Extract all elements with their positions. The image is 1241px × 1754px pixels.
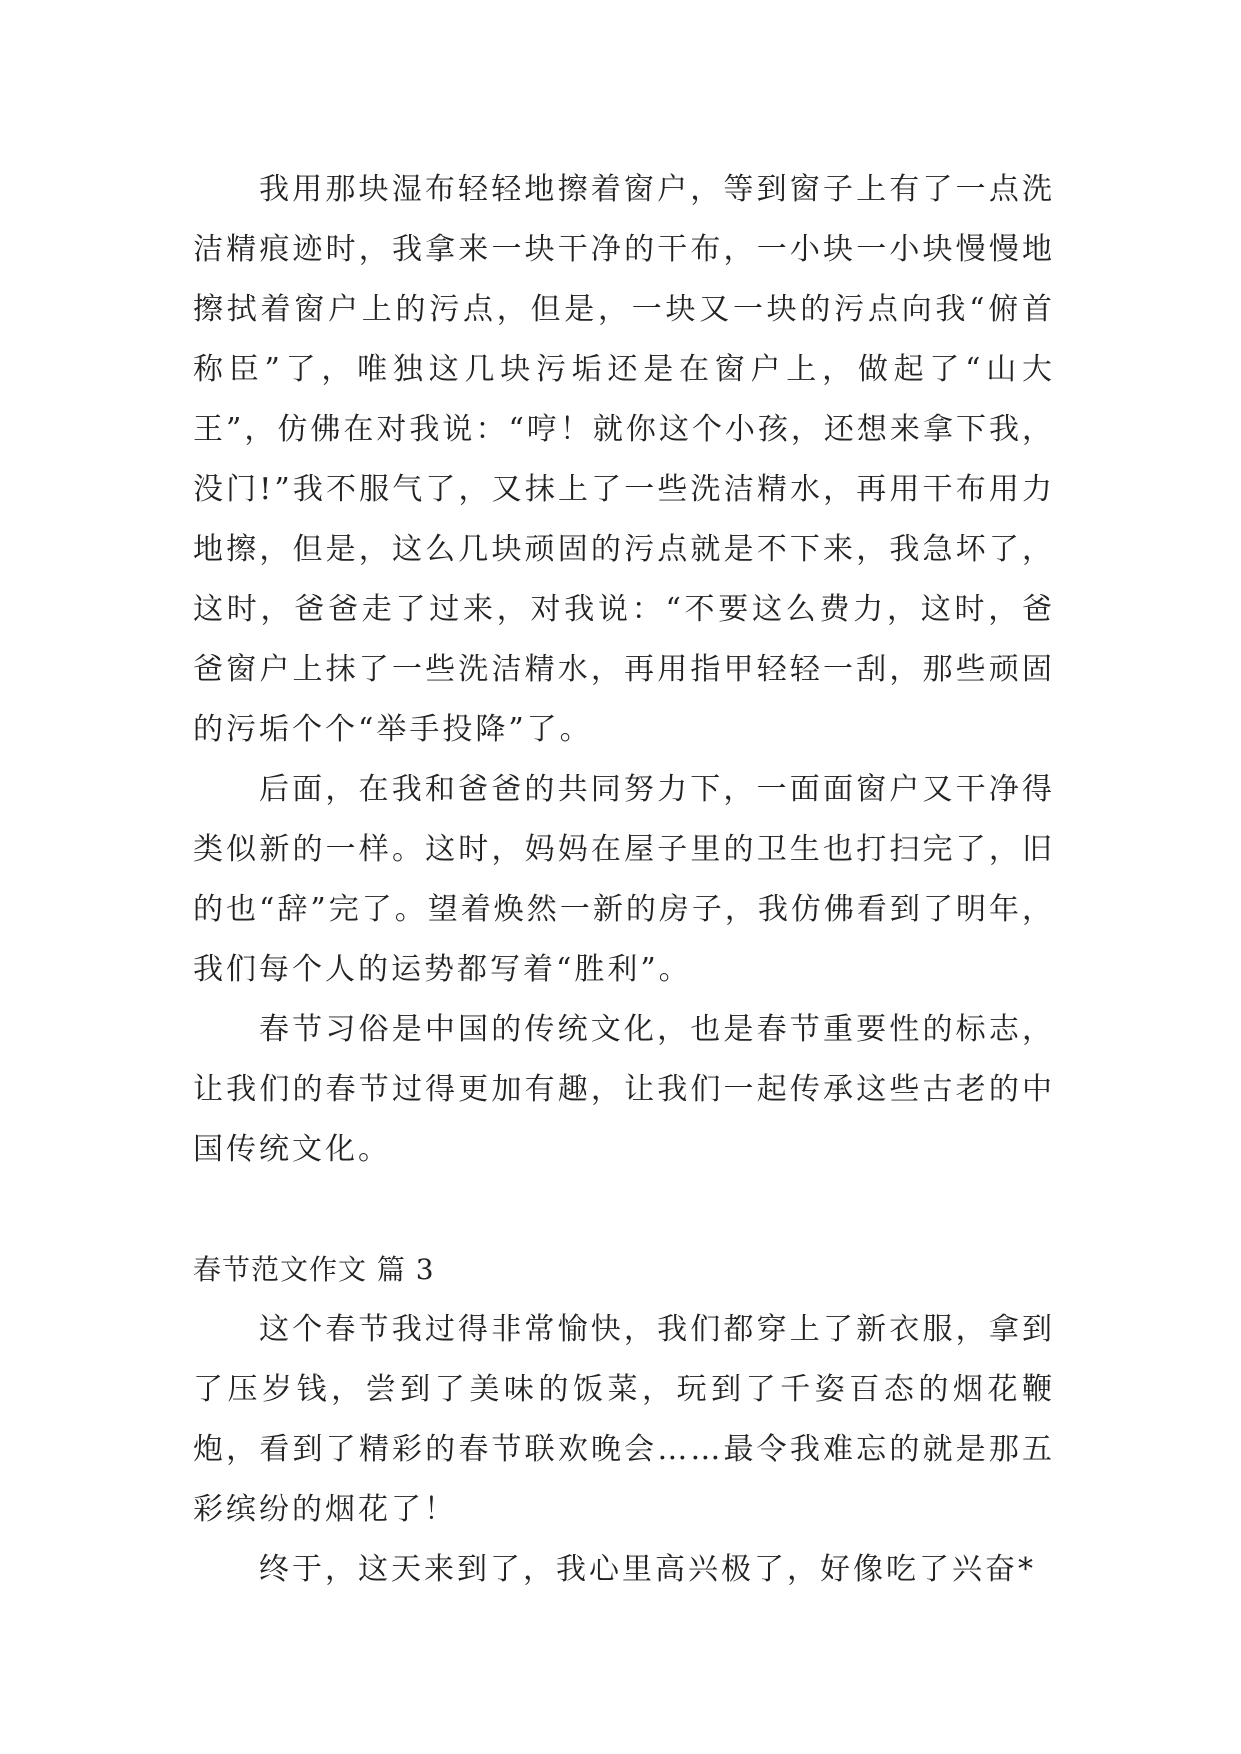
paragraph-happy-new-year: 这个春节我过得非常愉快，我们都穿上了新衣服，拿到了压岁钱，尝到了美味的饭菜，玩到了千姿百态的烟花鞭炮，看到了精彩的春节联欢晚会……最令我难忘的就是那五彩缤纷的烟花了！ xyxy=(193,1312,1055,1527)
paragraph-day-arrived: 终于，这天来到了，我心里高兴极了，好像吃了兴奋* xyxy=(259,1552,1036,1587)
paragraph-window-cleaning: 我用那块湿布轻轻地擦着窗户，等到窗子上有了一点洗洁精痕迹时，我拿来一块干净的干布，一小块一小块慢慢地擦拭着窗户上的污点，但是，一块又一块的污点向我“俯首称臣”了，唯独这几块污垢还是在窗户上，做起了“山大王”，仿佛在对我说：“哼！就你这个小孩，还想来拿下我，没门!”我不服气了，又抹上了一些洗洁精水，再用干布用力地擦，但是，这么几块顽固的污点就是不下来，我急坏了，这时，爸爸走了过来，对我说：“不要这么费力，这时，爸爸窗户上抹了一些洗洁精水，再用指甲轻轻一刮，那些顽固的污垢个个“举手投降”了。 xyxy=(193,172,1055,747)
document-body xyxy=(193,160,1055,1600)
section-heading: 春节范文作文 篇 3 xyxy=(193,1253,435,1286)
paragraph-customs-conclusion: 春节习俗是中国的传统文化，也是春节重要性的标志，让我们的春节过得更加有趣，让我们一起传承这些古老的中国传统文化。 xyxy=(193,1012,1055,1167)
paragraph-windows-clean: 后面，在我和爸爸的共同努力下，一面面窗户又干净得类似新的一样。这时，妈妈在屋子里的卫生也打扫完了，旧的也“辞”完了。望着焕然一新的房子，我仿佛看到了明年，我们每个人的运势都写着“胜利”。 xyxy=(193,772,1055,987)
